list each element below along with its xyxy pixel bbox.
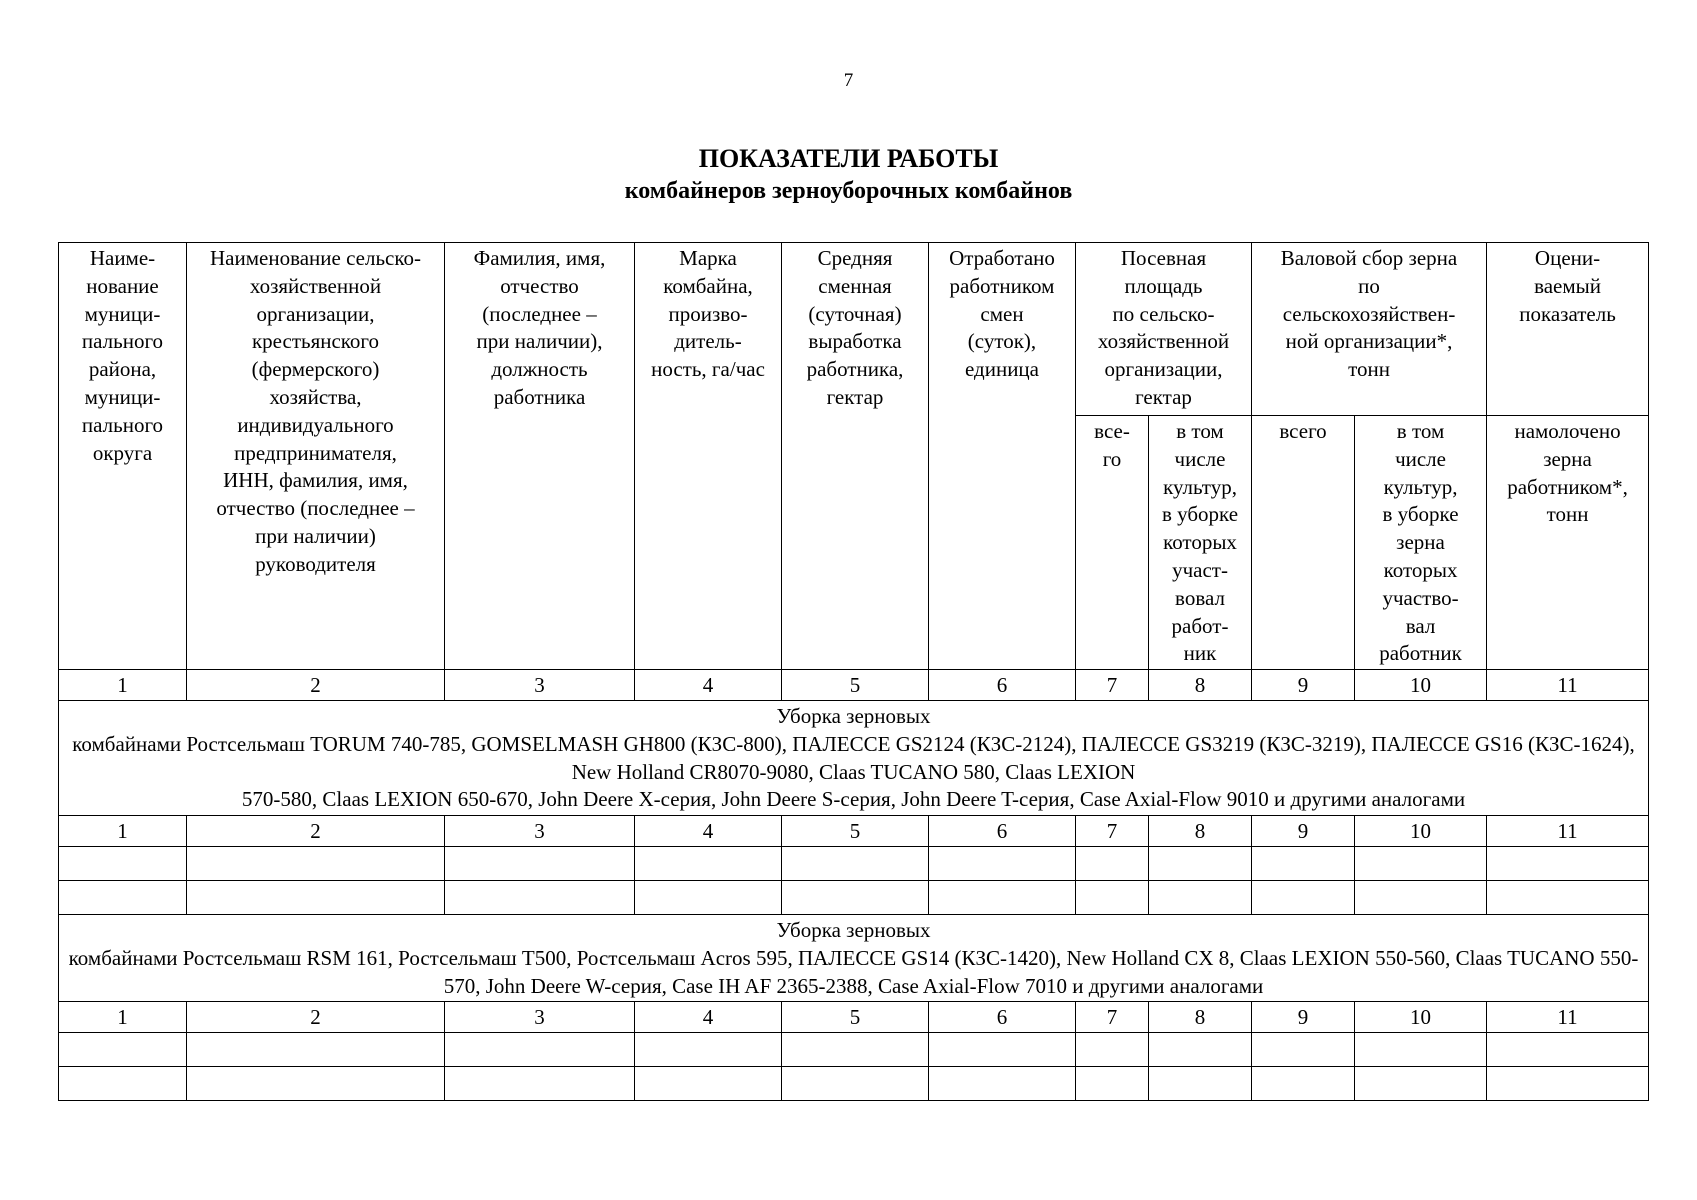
document-title bbox=[0, 143, 1697, 207]
header-organization: Наименование сельско- хозяйственной организации, крестьянского (фермерского) хозяйства, индивидуального предпринимателя, ИНН, фамилия, имя, отчество (последнее – при наличии) руководителя bbox=[187, 243, 445, 670]
empty-cell bbox=[1355, 847, 1487, 881]
header-average-output: Средняя сменная (суточная) выработка работника, гектар bbox=[782, 243, 929, 670]
title-main: ПОКАЗАТЕЛИ РАБОТЫ bbox=[698, 144, 999, 173]
empty-cell bbox=[1355, 1033, 1487, 1067]
empty-cell bbox=[1487, 881, 1649, 915]
column-number: 9 bbox=[1252, 670, 1355, 701]
column-number: 3 bbox=[445, 1002, 635, 1033]
empty-cell bbox=[635, 1033, 782, 1067]
section-header-row bbox=[59, 915, 1649, 1002]
column-number: 3 bbox=[445, 670, 635, 701]
empty-cell bbox=[635, 847, 782, 881]
empty-cell bbox=[187, 881, 445, 915]
empty-cell bbox=[635, 1067, 782, 1101]
title-subtitle: комбайнеров зерноуборочных комбайнов bbox=[624, 178, 1073, 204]
column-number: 5 bbox=[782, 1002, 929, 1033]
column-number: 11 bbox=[1487, 670, 1649, 701]
empty-cell bbox=[1149, 1067, 1252, 1101]
column-number: 10 bbox=[1355, 1002, 1487, 1033]
column-number: 8 bbox=[1149, 670, 1252, 701]
column-number: 7 bbox=[1076, 816, 1149, 847]
empty-cell bbox=[187, 847, 445, 881]
header-sown-area: Посевная площадь по сельско- хозяйственной организации, гектар bbox=[1076, 243, 1252, 416]
header-combine-brand: Марка комбайна, произво- дитель- ность, га/час bbox=[635, 243, 782, 670]
column-number: 2 bbox=[187, 1002, 445, 1033]
header-harvest-worker-crops: в том числе культур, в уборке зерна которых участво- вал работник bbox=[1355, 416, 1487, 670]
column-number: 11 bbox=[1487, 1002, 1649, 1033]
header-row-top bbox=[59, 243, 1649, 416]
empty-data-row bbox=[59, 881, 1649, 915]
column-number: 1 bbox=[59, 1002, 187, 1033]
section-header-row bbox=[59, 701, 1649, 816]
column-number: 5 bbox=[782, 670, 929, 701]
empty-cell bbox=[1252, 1033, 1355, 1067]
empty-cell bbox=[1076, 881, 1149, 915]
empty-cell bbox=[1076, 1067, 1149, 1101]
column-number: 4 bbox=[635, 816, 782, 847]
empty-cell bbox=[782, 881, 929, 915]
section-2-text: комбайнами Ростсельмаш RSM 161, Ростсельмаш T500, Ростсельмаш Acros 595, ПАЛЕССЕ GS14 (КЗС-1420), New Holland CX 8, Claas LEXION 550-560, Claas TUCANO 550-570, John Deere W-серия, Case IH AF 2365-2388, Case Axial-Flow 7010 и другими аналогами bbox=[68, 945, 1639, 998]
empty-cell bbox=[929, 1033, 1076, 1067]
header-gross-harvest: Валовой сбор зерна по сельскохозяйствен- ной организации*, тонн bbox=[1252, 243, 1487, 416]
column-number-row bbox=[59, 816, 1649, 847]
empty-cell bbox=[1149, 847, 1252, 881]
empty-data-row bbox=[59, 1067, 1649, 1101]
column-number: 6 bbox=[929, 816, 1076, 847]
header-sown-total: все- го bbox=[1076, 416, 1149, 670]
empty-cell bbox=[59, 881, 187, 915]
page-number: 7 bbox=[843, 70, 854, 91]
column-number: 8 bbox=[1149, 1002, 1252, 1033]
column-number: 4 bbox=[635, 1002, 782, 1033]
empty-cell bbox=[782, 1067, 929, 1101]
header-sown-worker-crops: в том числе культур, в уборке которых участ- вовал работ- ник bbox=[1149, 416, 1252, 670]
empty-cell bbox=[445, 881, 635, 915]
empty-cell bbox=[1487, 847, 1649, 881]
empty-cell bbox=[59, 847, 187, 881]
empty-cell bbox=[59, 1033, 187, 1067]
empty-cell bbox=[187, 1067, 445, 1101]
empty-cell bbox=[929, 1067, 1076, 1101]
column-number: 3 bbox=[445, 816, 635, 847]
empty-cell bbox=[635, 881, 782, 915]
column-number: 4 bbox=[635, 670, 782, 701]
column-number-row bbox=[59, 670, 1649, 701]
column-number: 8 bbox=[1149, 816, 1252, 847]
empty-cell bbox=[1076, 847, 1149, 881]
empty-data-row bbox=[59, 847, 1649, 881]
column-number: 1 bbox=[59, 816, 187, 847]
empty-cell bbox=[1149, 881, 1252, 915]
header-shifts-worked: Отработано работником смен (суток), единица bbox=[929, 243, 1076, 670]
empty-cell bbox=[1355, 881, 1487, 915]
column-number: 2 bbox=[187, 670, 445, 701]
section-1-text: комбайнами Ростсельмаш TORUM 740-785, GOMSELMASH GH800 (КЗС-800), ПАЛЕССЕ GS2124 (КЗС-2124), ПАЛЕССЕ GS3219 (КЗС-3219), ПАЛЕССЕ GS16 (КЗС-1624), New Holland CR8070-9080, Claas TUCANO 580, Claas LEXION 570-580, Claas LEXION 650-670, John Deere X-серия, John Deere S-серия, John Deere T-серия, Case Axial-Flow 9010 и другими аналогами bbox=[72, 731, 1635, 812]
column-number: 6 bbox=[929, 1002, 1076, 1033]
empty-cell bbox=[782, 847, 929, 881]
empty-cell bbox=[1149, 1033, 1252, 1067]
column-number: 7 bbox=[1076, 1002, 1149, 1033]
indicators-table bbox=[58, 242, 1649, 1101]
empty-cell bbox=[187, 1033, 445, 1067]
column-number: 6 bbox=[929, 670, 1076, 701]
empty-cell bbox=[1355, 1067, 1487, 1101]
column-number: 5 bbox=[782, 816, 929, 847]
empty-cell bbox=[445, 847, 635, 881]
column-number: 1 bbox=[59, 670, 187, 701]
empty-cell bbox=[1076, 1033, 1149, 1067]
header-district: Наиме- нование муници- пального района, муници- пального округа bbox=[59, 243, 187, 670]
column-number-row bbox=[59, 1002, 1649, 1033]
empty-cell bbox=[1252, 881, 1355, 915]
empty-cell bbox=[445, 1033, 635, 1067]
section-1-header bbox=[59, 701, 1649, 816]
column-number: 10 bbox=[1355, 670, 1487, 701]
column-number: 7 bbox=[1076, 670, 1149, 701]
header-grain-threshed: намолочено зерна работником*, тонн bbox=[1487, 416, 1649, 670]
column-number: 9 bbox=[1252, 1002, 1355, 1033]
empty-cell bbox=[59, 1067, 187, 1101]
empty-cell bbox=[445, 1067, 635, 1101]
empty-cell bbox=[929, 881, 1076, 915]
column-number: 9 bbox=[1252, 816, 1355, 847]
empty-cell bbox=[1487, 1067, 1649, 1101]
empty-cell bbox=[1252, 847, 1355, 881]
empty-data-row bbox=[59, 1033, 1649, 1067]
header-harvest-total: всего bbox=[1252, 416, 1355, 670]
empty-cell bbox=[929, 847, 1076, 881]
section-2-header bbox=[59, 915, 1649, 1002]
section-2-title: Уборка зерновых bbox=[776, 918, 931, 942]
section-1-title: Уборка зерновых bbox=[776, 704, 931, 728]
empty-cell bbox=[1252, 1067, 1355, 1101]
column-number: 2 bbox=[187, 816, 445, 847]
header-evaluated-indicator: Оцени- ваемый показатель bbox=[1487, 243, 1649, 416]
column-number: 10 bbox=[1355, 816, 1487, 847]
header-worker-name: Фамилия, имя, отчество (последнее – при наличии), должность работника bbox=[445, 243, 635, 670]
empty-cell bbox=[782, 1033, 929, 1067]
empty-cell bbox=[1487, 1033, 1649, 1067]
column-number: 11 bbox=[1487, 816, 1649, 847]
